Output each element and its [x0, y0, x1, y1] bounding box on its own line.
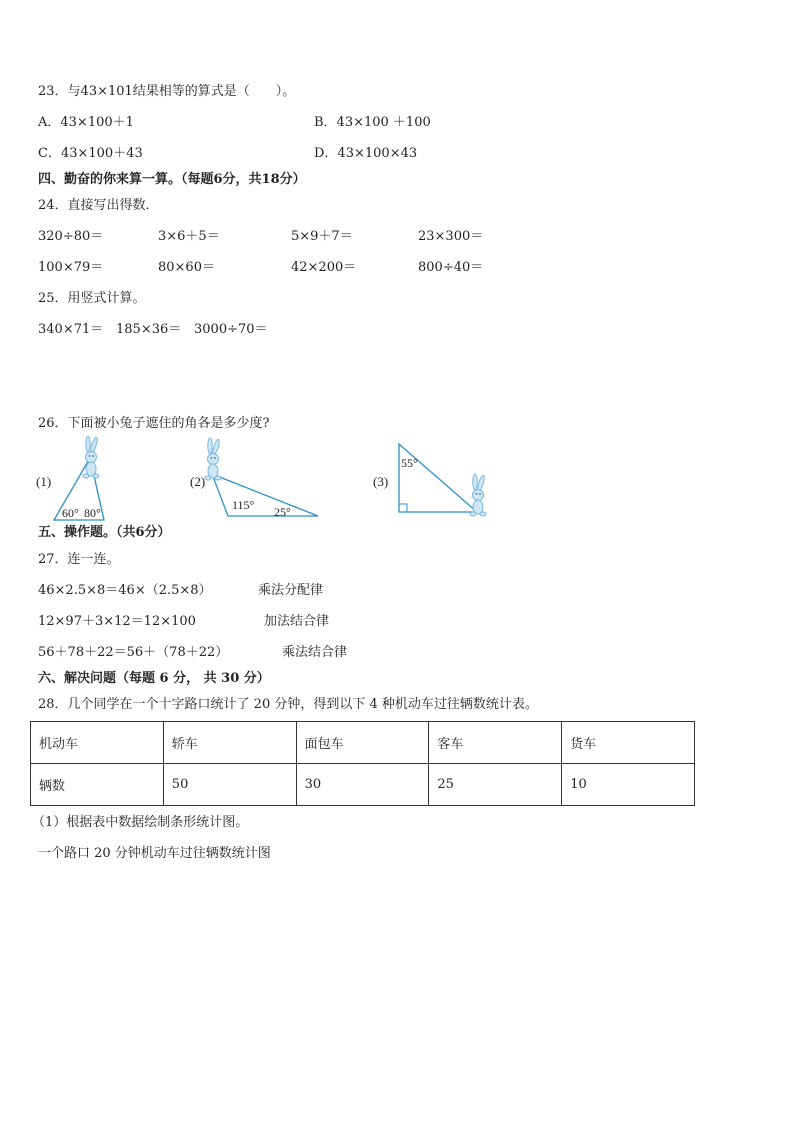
- table-cell: 50: [163, 764, 296, 806]
- q27-expression: 12×97＋3×12＝12×100: [38, 614, 196, 629]
- section4-title: 四、勤奋的你来算一算。（每题6分，共18分）: [38, 172, 306, 187]
- q27-law: 乘法结合律: [282, 645, 348, 660]
- q26-figures: [0, 436, 794, 526]
- table-row: [31, 722, 695, 764]
- table-row: [31, 764, 695, 806]
- q25-item: 3000÷70＝: [194, 322, 268, 337]
- q24-item: 23×300＝: [418, 229, 484, 244]
- table-header-cell: 货车: [562, 722, 695, 764]
- q25-item: 340×71＝: [38, 322, 104, 337]
- table-header-cell: 面包车: [296, 722, 429, 764]
- q24-item: 100×79＝: [38, 260, 104, 275]
- q24-item: 800÷40＝: [418, 260, 484, 275]
- q27-expression: 56＋78＋22＝56＋（78＋22）: [38, 645, 229, 660]
- q23-option-b: B．43×100 ＋100: [314, 115, 431, 130]
- q25-item: 185×36＝: [116, 322, 182, 337]
- table-header-cell: 机动车: [31, 722, 164, 764]
- fig2-triangle: [212, 474, 318, 516]
- rabbit-icon: [205, 438, 221, 480]
- q27-law: 加法结合律: [264, 614, 330, 629]
- q26-stem: 26．下面被小兔子遮住的角各是多少度?: [38, 416, 270, 431]
- q23-option-d: D．43×100×43: [314, 146, 418, 161]
- q28-chart-title: 一个路口 20 分钟机动车过往辆数统计图: [38, 846, 271, 861]
- table-header-cell: 客车: [429, 722, 562, 764]
- q25-stem: 25．用竖式计算。: [38, 291, 146, 306]
- rabbit-icon: [470, 474, 486, 516]
- table-cell: 25: [429, 764, 562, 806]
- q24-item: 320÷80＝: [38, 229, 104, 244]
- q24-item: 80×60＝: [158, 260, 215, 275]
- q23-stem: 23．与43×101结果相等的算式是（ ）。: [38, 84, 296, 99]
- q27-law: 乘法分配律: [258, 583, 324, 598]
- q28-stem: 28．几个同学在一个十字路口统计了 20 分钟，得到以下 4 种机动车过往辆数统计表。: [38, 697, 538, 712]
- table-cell: 10: [562, 764, 695, 806]
- q24-stem: 24．直接写出得数．: [38, 198, 159, 213]
- fig2-angle-b: 25°: [274, 505, 291, 519]
- fig1-angle-b: 80°: [84, 506, 101, 520]
- q23-option-a: A．43×100＋1: [38, 115, 134, 130]
- fig1-label: (1): [36, 474, 52, 489]
- section6-title: 六、解决问题（每题 6 分， 共 30 分）: [38, 671, 270, 686]
- table-header-cell: 轿车: [163, 722, 296, 764]
- q24-item: 42×200＝: [291, 260, 357, 275]
- vehicle-count-table: [30, 721, 695, 806]
- q27-stem: 27．连一连。: [38, 552, 120, 567]
- q27-expression: 46×2.5×8＝46×（2.5×8）: [38, 583, 212, 598]
- q23-option-c: C．43×100＋43: [38, 146, 143, 161]
- rabbit-icon: [83, 436, 99, 478]
- q24-item: 3×6＋5＝: [158, 229, 220, 244]
- fig3-triangle: [399, 444, 477, 512]
- table-cell: 辆数: [31, 764, 164, 806]
- fig1-angle-a: 60°: [62, 506, 79, 520]
- fig3-label: (3): [373, 474, 389, 489]
- fig2-label: (2): [190, 474, 206, 489]
- table-cell: 30: [296, 764, 429, 806]
- q24-item: 5×9＋7＝: [291, 229, 353, 244]
- q28-sub1: （1）根据表中数据绘制条形统计图。: [32, 815, 249, 830]
- fig3-angle-a: 55°: [401, 456, 418, 470]
- right-angle-mark: [399, 504, 407, 512]
- fig2-angle-a: 115°: [232, 498, 255, 512]
- section5-title: 五、操作题。（共6分）: [38, 525, 171, 540]
